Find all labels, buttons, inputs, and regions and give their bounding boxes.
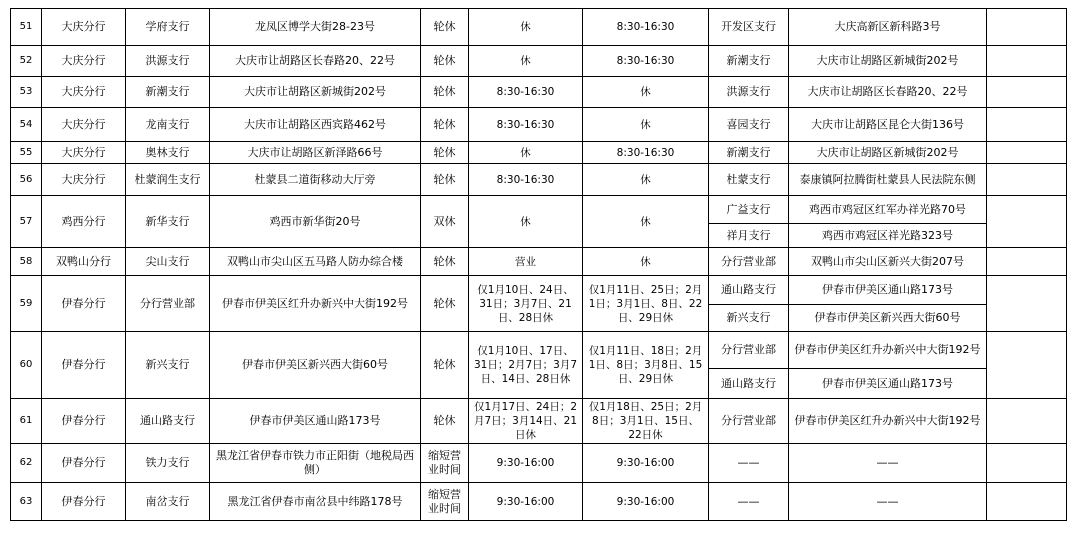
alternate-branch-address: 伊春市伊美区红升办新兴中大街192号 <box>789 399 987 444</box>
schedule-mode: 缩短营业时间 <box>421 444 469 483</box>
schedule-mode: 缩短营业时间 <box>421 483 469 521</box>
table-body <box>11 9 1067 521</box>
table-row <box>11 399 1067 444</box>
branch-address: 大庆市让胡路区新城街202号 <box>210 77 421 108</box>
row-number: 53 <box>11 77 42 108</box>
blank-cell <box>987 9 1067 46</box>
table-row <box>11 483 1067 521</box>
table-row <box>11 164 1067 196</box>
table-row <box>11 9 1067 46</box>
day1-hours: 仅1月17日、24日；2月7日；3月14日、21日休 <box>469 399 583 444</box>
table-row <box>11 332 1067 369</box>
alternate-branch-name: 新潮支行 <box>709 46 789 77</box>
schedule-mode: 轮休 <box>421 248 469 276</box>
blank-cell <box>987 46 1067 77</box>
table-row <box>11 276 1067 305</box>
sub-branch-name: 新兴支行 <box>126 332 210 399</box>
day2-hours: 9:30-16:00 <box>583 483 709 521</box>
day2-hours: 仅1月11日、18日；2月1日、8日；3月8日、15日、29日休 <box>583 332 709 399</box>
alternate-branch-address: 泰康镇阿拉腾街杜蒙县人民法院东侧 <box>789 164 987 196</box>
sub-branch-name: 尖山支行 <box>126 248 210 276</box>
alternate-branch-name: 分行营业部 <box>709 332 789 369</box>
branch-name: 大庆分行 <box>42 142 126 164</box>
schedule-mode: 轮休 <box>421 332 469 399</box>
day1-hours: 8:30-16:30 <box>469 108 583 142</box>
day1-hours: 休 <box>469 196 583 248</box>
alternate-branch-address: 鸡西市鸡冠区祥光路323号 <box>789 224 987 248</box>
alternate-branch-address: 大庆市让胡路区新城街202号 <box>789 142 987 164</box>
schedule-mode: 轮休 <box>421 77 469 108</box>
alternate-branch-name: 通山路支行 <box>709 369 789 399</box>
row-number: 63 <box>11 483 42 521</box>
alternate-branch-name: 开发区支行 <box>709 9 789 46</box>
branch-name: 大庆分行 <box>42 77 126 108</box>
alternate-branch-address: 大庆市让胡路区长春路20、22号 <box>789 77 987 108</box>
alternate-branch-name: 喜园支行 <box>709 108 789 142</box>
sub-branch-name: 南岔支行 <box>126 483 210 521</box>
alternate-branch-name: 祥月支行 <box>709 224 789 248</box>
sub-branch-name: 铁力支行 <box>126 444 210 483</box>
alternate-branch-address: —— <box>789 444 987 483</box>
row-number: 59 <box>11 276 42 332</box>
branch-name: 大庆分行 <box>42 108 126 142</box>
branch-address: 大庆市让胡路区新泽路66号 <box>210 142 421 164</box>
alternate-branch-address: 大庆市让胡路区新城街202号 <box>789 46 987 77</box>
alternate-branch-name: 新兴支行 <box>709 305 789 332</box>
branch-address: 黑龙江省伊春市铁力市正阳街（地税局西侧） <box>210 444 421 483</box>
day2-hours: 休 <box>583 248 709 276</box>
day2-hours: 休 <box>583 164 709 196</box>
schedule-mode: 轮休 <box>421 164 469 196</box>
row-number: 54 <box>11 108 42 142</box>
day1-hours: 休 <box>469 9 583 46</box>
schedule-mode: 轮休 <box>421 9 469 46</box>
table-row <box>11 46 1067 77</box>
branch-name: 大庆分行 <box>42 46 126 77</box>
blank-cell <box>987 77 1067 108</box>
day2-hours: 仅1月11日、25日；2月1日；3月1日、8日、22日、29日休 <box>583 276 709 332</box>
alternate-branch-address: 伊春市伊美区红升办新兴中大街192号 <box>789 332 987 369</box>
row-number: 51 <box>11 9 42 46</box>
sub-branch-name: 洪源支行 <box>126 46 210 77</box>
table-row <box>11 142 1067 164</box>
row-number: 62 <box>11 444 42 483</box>
alternate-branch-name: —— <box>709 483 789 521</box>
alternate-branch-address: —— <box>789 483 987 521</box>
day1-hours: 9:30-16:00 <box>469 444 583 483</box>
day2-hours: 9:30-16:00 <box>583 444 709 483</box>
alternate-branch-name: 新潮支行 <box>709 142 789 164</box>
day2-hours: 8:30-16:30 <box>583 9 709 46</box>
table-row <box>11 108 1067 142</box>
alternate-branch-address: 大庆市让胡路区昆仑大街136号 <box>789 108 987 142</box>
day1-hours: 仅1月10日、24日、31日；3月7日、21日、28日休 <box>469 276 583 332</box>
alternate-branch-name: 分行营业部 <box>709 399 789 444</box>
branch-address: 伊春市伊美区新兴西大街60号 <box>210 332 421 399</box>
alternate-branch-name: 广益支行 <box>709 196 789 224</box>
branch-name: 伊春分行 <box>42 332 126 399</box>
branch-address: 黑龙江省伊春市南岔县中纬路178号 <box>210 483 421 521</box>
blank-cell <box>987 332 1067 399</box>
branch-name: 伊春分行 <box>42 276 126 332</box>
sub-branch-name: 奥林支行 <box>126 142 210 164</box>
branch-address: 双鸭山市尖山区五马路人防办综合楼 <box>210 248 421 276</box>
branch-address: 大庆市让胡路区西宾路462号 <box>210 108 421 142</box>
blank-cell <box>987 108 1067 142</box>
alternate-branch-name: 杜蒙支行 <box>709 164 789 196</box>
row-number: 57 <box>11 196 42 248</box>
alternate-branch-address: 伊春市伊美区通山路173号 <box>789 276 987 305</box>
day1-hours: 8:30-16:30 <box>469 164 583 196</box>
day1-hours: 仅1月10日、17日、31日；2月7日；3月7日、14日、28日休 <box>469 332 583 399</box>
row-number: 60 <box>11 332 42 399</box>
day2-hours: 8:30-16:30 <box>583 46 709 77</box>
blank-cell <box>987 164 1067 196</box>
branch-name: 鸡西分行 <box>42 196 126 248</box>
alternate-branch-address: 伊春市伊美区通山路173号 <box>789 369 987 399</box>
row-number: 58 <box>11 248 42 276</box>
day1-hours: 9:30-16:00 <box>469 483 583 521</box>
alternate-branch-name: 通山路支行 <box>709 276 789 305</box>
sub-branch-name: 新华支行 <box>126 196 210 248</box>
sub-branch-name: 龙南支行 <box>126 108 210 142</box>
sub-branch-name: 通山路支行 <box>126 399 210 444</box>
branch-name: 双鸭山分行 <box>42 248 126 276</box>
table-row <box>11 248 1067 276</box>
branch-schedule-table <box>10 8 1067 521</box>
schedule-mode: 轮休 <box>421 108 469 142</box>
day2-hours: 休 <box>583 108 709 142</box>
alternate-branch-name: —— <box>709 444 789 483</box>
day1-hours: 营业 <box>469 248 583 276</box>
alternate-branch-name: 分行营业部 <box>709 248 789 276</box>
alternate-branch-name: 洪源支行 <box>709 77 789 108</box>
blank-cell <box>987 248 1067 276</box>
alternate-branch-address: 鸡西市鸡冠区红军办祥光路70号 <box>789 196 987 224</box>
schedule-mode: 双休 <box>421 196 469 248</box>
branch-address: 龙凤区博学大街28-23号 <box>210 9 421 46</box>
alternate-branch-address: 伊春市伊美区新兴西大街60号 <box>789 305 987 332</box>
blank-cell <box>987 196 1067 248</box>
row-number: 56 <box>11 164 42 196</box>
day1-hours: 休 <box>469 46 583 77</box>
day1-hours: 8:30-16:30 <box>469 77 583 108</box>
table-row <box>11 196 1067 224</box>
blank-cell <box>987 483 1067 521</box>
schedule-mode: 轮休 <box>421 46 469 77</box>
row-number: 52 <box>11 46 42 77</box>
row-number: 55 <box>11 142 42 164</box>
alternate-branch-address: 大庆高新区新科路3号 <box>789 9 987 46</box>
branch-address: 鸡西市新华街20号 <box>210 196 421 248</box>
alternate-branch-address: 双鸭山市尖山区新兴大街207号 <box>789 248 987 276</box>
blank-cell <box>987 399 1067 444</box>
blank-cell <box>987 142 1067 164</box>
sub-branch-name: 新潮支行 <box>126 77 210 108</box>
branch-address: 伊春市伊美区通山路173号 <box>210 399 421 444</box>
branch-address: 杜蒙县二道街移动大厅旁 <box>210 164 421 196</box>
table-row <box>11 444 1067 483</box>
branch-name: 伊春分行 <box>42 444 126 483</box>
table-row <box>11 77 1067 108</box>
branch-name: 大庆分行 <box>42 164 126 196</box>
row-number: 61 <box>11 399 42 444</box>
blank-cell <box>987 276 1067 332</box>
sub-branch-name: 分行营业部 <box>126 276 210 332</box>
day2-hours: 休 <box>583 196 709 248</box>
branch-name: 大庆分行 <box>42 9 126 46</box>
schedule-mode: 轮休 <box>421 142 469 164</box>
branch-address: 大庆市让胡路区长春路20、22号 <box>210 46 421 77</box>
schedule-mode: 轮休 <box>421 399 469 444</box>
schedule-mode: 轮休 <box>421 276 469 332</box>
day2-hours: 休 <box>583 77 709 108</box>
day1-hours: 休 <box>469 142 583 164</box>
day2-hours: 仅1月18日、25日；2月8日；3月1日、15日、22日休 <box>583 399 709 444</box>
sub-branch-name: 学府支行 <box>126 9 210 46</box>
day2-hours: 8:30-16:30 <box>583 142 709 164</box>
branch-address: 伊春市伊美区红升办新兴中大街192号 <box>210 276 421 332</box>
branch-name: 伊春分行 <box>42 483 126 521</box>
blank-cell <box>987 444 1067 483</box>
branch-name: 伊春分行 <box>42 399 126 444</box>
sub-branch-name: 杜蒙润生支行 <box>126 164 210 196</box>
